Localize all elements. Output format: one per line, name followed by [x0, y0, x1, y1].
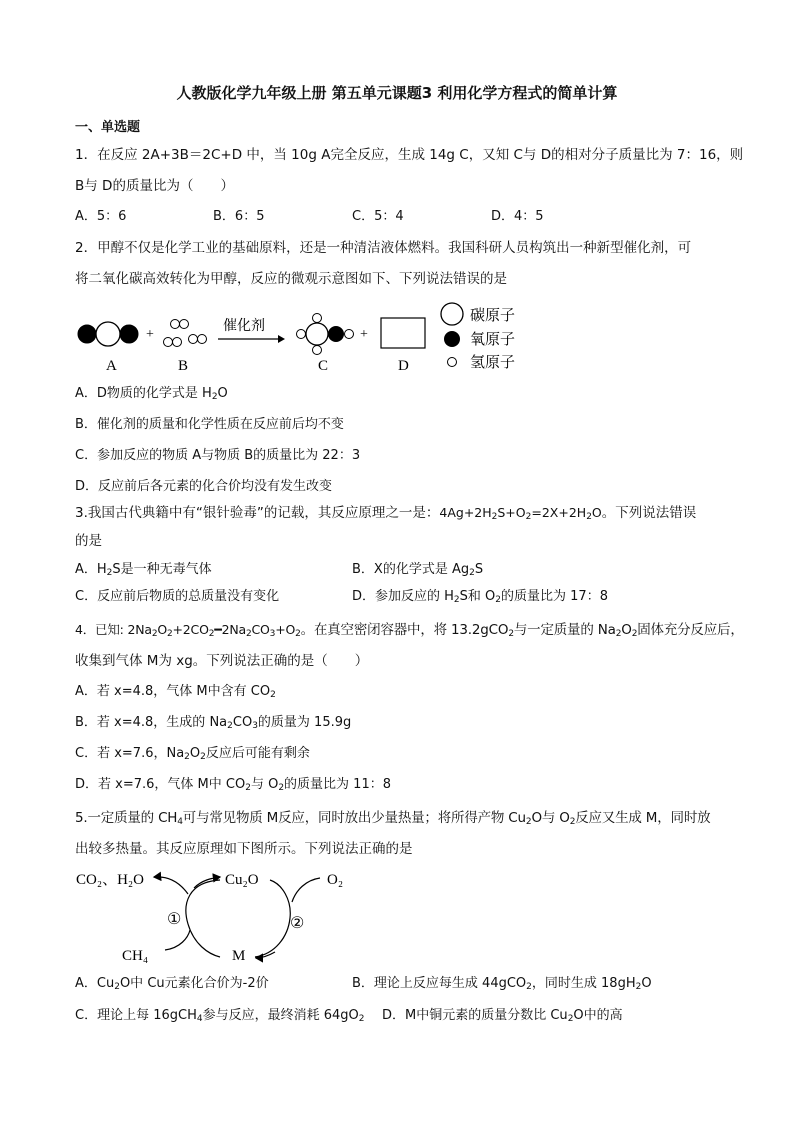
q2-line2: 将二氧化碳高效转化为甲醇，反应的微观示意图如下、下列说法错误的是 [75, 271, 507, 287]
q4-option-d: D．若 x=7.6，气体 M中 $CO_2$与 $O_2$的质量比为 11：8 [75, 777, 391, 793]
cu2o-label: Cu₂O [225, 872, 259, 888]
catalyst-label: 催化剂 [223, 319, 265, 334]
step-1-label: ① [167, 911, 182, 928]
q3-option-c: C．反应前后物质的总质量没有变化 [75, 589, 280, 604]
legend-hydrogen: 氢原子 [470, 355, 516, 371]
q3-line2: 的是 [75, 533, 102, 549]
plus-2: + [360, 327, 368, 342]
q2-option-d: D．反应前后各元素的化合价均没有发生改变 [75, 479, 333, 494]
q4-line1: 4．已知: $2Na_2O_2+2CO_2━2Na_2CO_3+O_2$。在真空密闭容器中，将 13.2gCO$_2$与一定质量的 $Na_2O_2$固体充分反应后， [75, 622, 744, 639]
q5-option-b: B．理论上反应每生成 44gCO$_2$，同时生成 $18gH_2O$ [352, 976, 652, 992]
q3-option-b: B．X的化学式是 $Ag_2S$ [352, 562, 484, 578]
ch4-label: CH₄ [122, 948, 149, 964]
q1-line2: B与 D的质量比为（ ） [75, 178, 234, 194]
legend-oxygen: 氧原子 [470, 332, 516, 348]
q5-line2: 出较多热量。其反应原理如下图所示。下列说法正确的是 [75, 841, 413, 857]
o2-label: O₂ [327, 872, 344, 888]
q4-option-a: A．若 x=4.8，气体 M中含有 $CO_2$ [75, 684, 276, 700]
q3-line1: 3.我国古代典籍中有“银针验毒”的记载，其反应原理之一是：$4Ag+2H_2S+O_2=2X+2H_2O$。下列说法错误 [75, 505, 697, 522]
label-b: B [178, 358, 189, 374]
q1-option-c: C．5：4 [352, 209, 404, 224]
q5-option-d: D．M中铜元素的质量分数比 $Cu_2O$中的高 [382, 1008, 623, 1024]
q1-option-d: D．4：5 [491, 209, 544, 224]
q4-line2: 收集到气体 M为 xg。下列说法正确的是（ ） [75, 653, 369, 669]
page-title: 人教版化学九年级上册 第五单元课题3 利用化学方程式的简单计算 [176, 84, 618, 102]
q5-option-a: A．$Cu_2O$中 Cu元素化合价为-2价 [75, 976, 269, 992]
label-c: C [318, 358, 329, 374]
q3-option-d: D．参加反应的 $H_2S$和 $O_2$的质量比为 17：8 [352, 589, 608, 605]
q1-option-a: A．5：6 [75, 209, 127, 224]
q4-option-c: C．若 x=7.6，$Na_2O_2$反应后可能有剩余 [75, 746, 310, 762]
plus-1: + [146, 327, 154, 342]
q4-option-b: B．若 x=4.8，生成的 $Na_2CO_3$的质量为 15.9g [75, 715, 352, 731]
reaction-diagram [70, 296, 530, 378]
q2-option-b: B．催化剂的质量和化学性质在反应前后均不变 [75, 417, 344, 432]
q2-option-a: A．D物质的化学式是 $H_2O$ [75, 386, 228, 402]
products-label: CO₂、H₂O [76, 872, 144, 888]
q2-line1: 2．甲醇不仅是化学工业的基础原料，还是一种清洁液体燃料。我国科研人员构筑出一种新型催化剂，可 [75, 240, 692, 256]
m-label: M [232, 948, 246, 964]
step-2-label: ② [290, 915, 305, 932]
q1-option-b: B．6：5 [213, 209, 265, 224]
q5-option-c: C．理论上每 16gCH$_4$参与反应，最终消耗 $64gO_2$ [75, 1008, 365, 1024]
legend-carbon: 碳原子 [470, 308, 516, 324]
section-heading: 一、单选题 [75, 120, 141, 135]
label-a: A [106, 358, 117, 374]
q3-option-a: A．$H_2S$是一种无毒气体 [75, 562, 212, 578]
q5-line1: 5.一定质量的 $CH_4$可与常见物质 M反应，同时放出少量热量；将所得产物 $Cu_2O$与 $O_2$反应又生成 M，同时放 [75, 810, 711, 827]
label-d: D [398, 358, 409, 374]
q1-line1: 1．在反应 2A+3B＝2C+D 中，当 10g A完全反应，生成 14g C，又知 C与 D的相对分子质量比为 7：16，则 [75, 147, 744, 163]
q2-option-c: C．参加反应的物质 A与物质 B的质量比为 22：3 [75, 448, 361, 463]
cycle-diagram [70, 862, 370, 970]
